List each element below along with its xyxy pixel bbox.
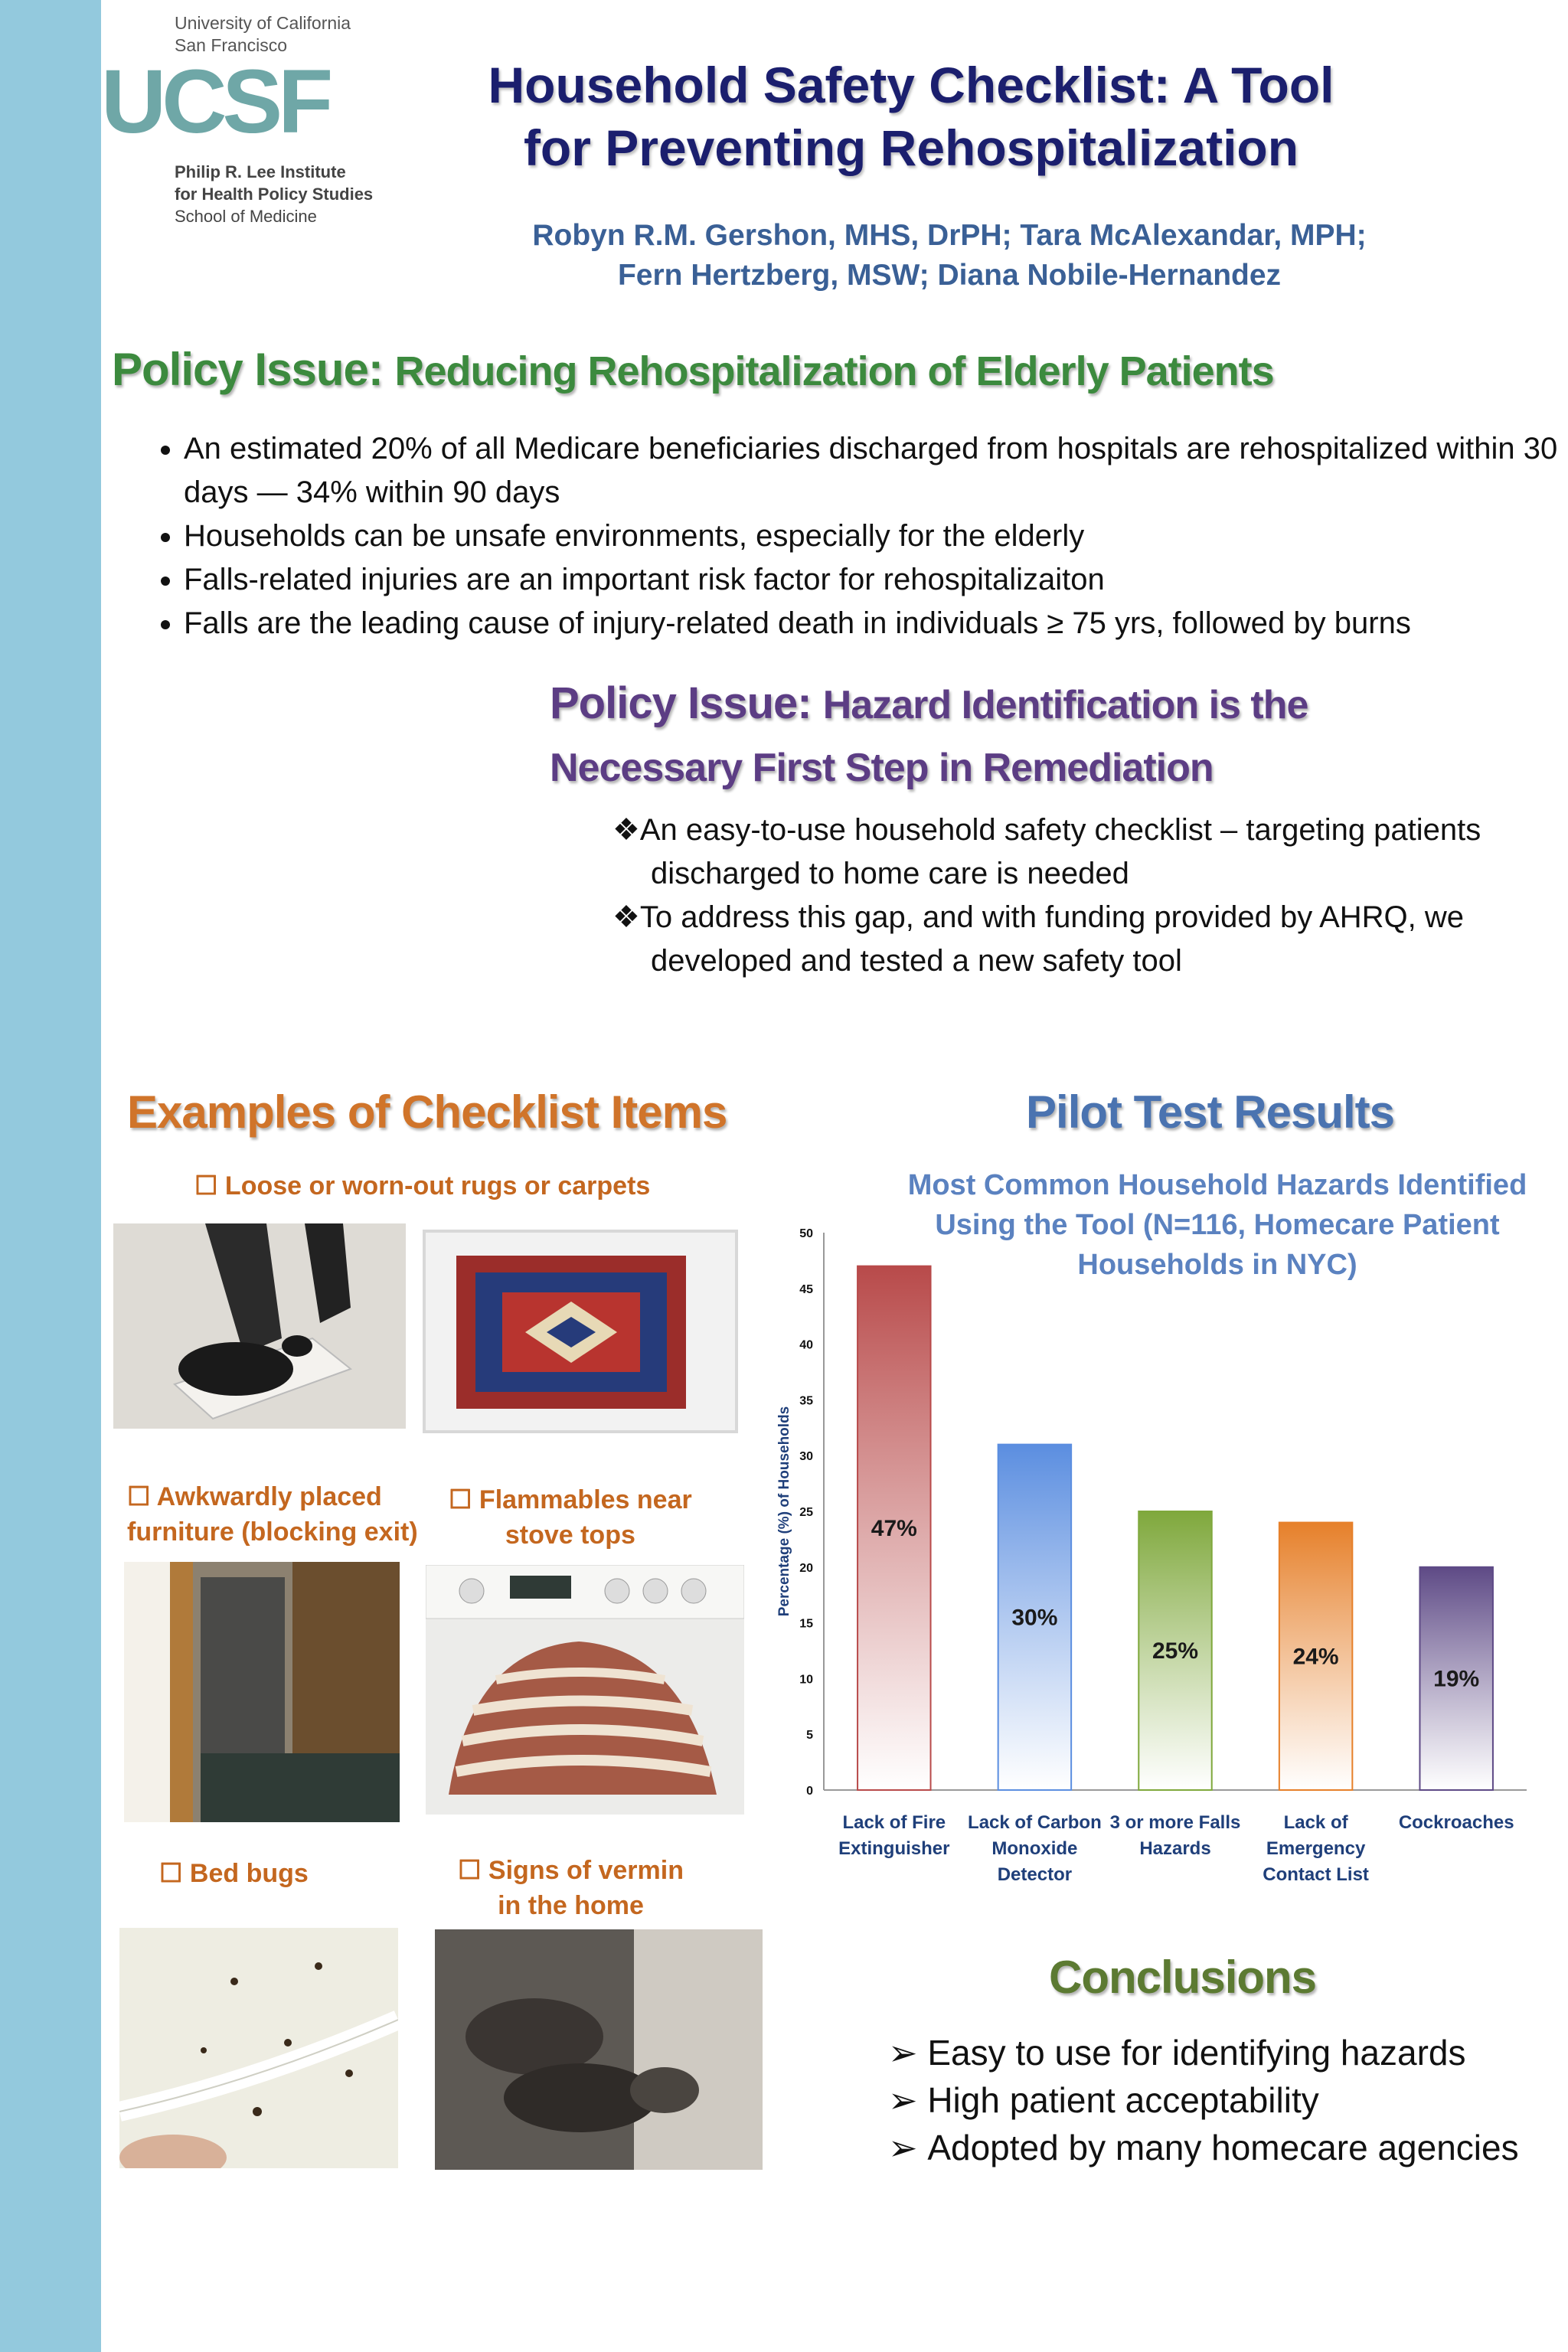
y-tick-label: 45 [799,1282,813,1296]
y-axis-title: Percentage (%) of Households [776,1406,792,1617]
section2-heading: Policy Issue: Hazard Identification is the Necessary First Step in Remediation [550,678,1308,790]
list-item: ➢ Easy to use for identifying hazards [888,2029,1519,2076]
list-item: • An estimated 20% of all Medicare beneficiaries discharged from hospitals are rehospitalized within 30 days — 34% within 90 days [184,427,1568,514]
caption-flammables: ☐ Flammables near stove tops [449,1485,692,1550]
caption-furniture: ☐ Awkwardly placed furniture (blocking exit) [127,1482,418,1547]
photo-blocking-furniture [124,1562,400,1822]
y-tick-label: 40 [799,1338,813,1352]
y-tick-label: 25 [799,1506,813,1519]
furniture-image [124,1562,400,1822]
vermin-image [435,1929,763,2170]
caption-vermin: ☐ Signs of vermin in the home [458,1856,684,1920]
category-label: Hazards [1139,1838,1211,1859]
data-label-1: 30% [1011,1605,1058,1631]
y-tick-label: 15 [799,1617,813,1631]
category-label: Lack of Fire [842,1812,946,1833]
checklist-heading: Examples of Checklist Items [127,1086,727,1138]
category-label: Lack of Carbon [968,1812,1102,1833]
photo-worn-rug [423,1230,738,1433]
list-item: ❖To address this gap, and with funding provided by AHRQ, we developed and tested a new safety tool [612,900,1465,978]
conclusions-heading: Conclusions [1049,1952,1317,2003]
rug-edge-image [113,1223,406,1429]
category-label: Extinguisher [838,1838,950,1859]
caption-rugs: ☐ Loose or worn-out rugs or carpets [194,1171,651,1200]
section2-bullets [612,808,1562,983]
poster-authors: Robyn R.M. Gershon, MHS, DrPH; Tara McAlexandar, MPH; Fern Hertzberg, MSW; Diana Nobile-Hernandez [532,219,1367,292]
hazards-bar-chart [766,1210,1562,1899]
section1-heading: Policy Issue: Reducing Rehospitalization of Elderly Patients [112,344,1274,395]
photo-worn-rug-edge [113,1223,406,1429]
logo-institute: Philip R. Lee Institute for Health Policy Studies School of Medicine [175,162,374,226]
stove-image [426,1565,744,1815]
list-item: ❖An easy-to-use household safety checklist – targeting patients discharged to home care is needed [612,813,1481,890]
logo-university: University of California San Francisco [175,13,351,55]
section1-bullets [153,427,1568,645]
results-heading: Pilot Test Results [1026,1086,1394,1138]
photo-flammables-stove [426,1565,744,1815]
rug-image [426,1233,735,1430]
data-label-3: 24% [1292,1644,1339,1670]
poster-title: Household Safety Checklist: A Tool for Preventing Rehospitalization [488,57,1334,176]
list-item: • Falls are the leading cause of injury-related death in individuals ≥ 75 yrs, followed by burns [184,602,1568,645]
list-item: ➢ Adopted by many homecare agencies [888,2124,1519,2171]
left-sidebar-band [0,0,101,2352]
list-item: • Falls-related injuries are an important risk factor for rehospitalizaiton [184,558,1568,602]
category-label: Emergency [1266,1838,1366,1859]
conclusions-list [888,2029,1519,2171]
data-label-4: 19% [1433,1666,1480,1692]
category-label: Cockroaches [1398,1812,1514,1833]
bed-bugs-image [119,1928,398,2168]
photo-bed-bugs [119,1928,398,2168]
photo-vermin [435,1929,763,2170]
category-label: Contact List [1263,1864,1369,1885]
y-tick-label: 10 [799,1673,813,1687]
list-item: • Households can be unsafe environments, especially for the elderly [184,514,1568,558]
list-item: ➢ High patient acceptability [888,2076,1519,2124]
caption-bedbugs: ☐ Bed bugs [159,1859,309,1888]
y-tick-label: 20 [799,1561,813,1575]
chart-title: Most Common Household Hazards Identified Using the Tool (N=116, Homecare Patient Households in NYC) [907,1169,1527,1281]
category-label: 3 or more Falls [1109,1812,1241,1833]
data-label-0: 47% [871,1515,917,1541]
y-tick-label: 5 [806,1729,813,1743]
category-label: Lack of [1283,1812,1348,1833]
y-tick-label: 0 [806,1785,813,1798]
logo-mark: UCSF [101,51,329,152]
category-label: Monoxide [991,1838,1078,1859]
ucsf-logo [101,8,423,237]
y-tick-label: 50 [799,1227,813,1240]
y-tick-label: 35 [799,1394,813,1408]
y-tick-label: 30 [799,1450,813,1464]
data-label-2: 25% [1152,1638,1199,1664]
category-label: Detector [997,1864,1073,1885]
